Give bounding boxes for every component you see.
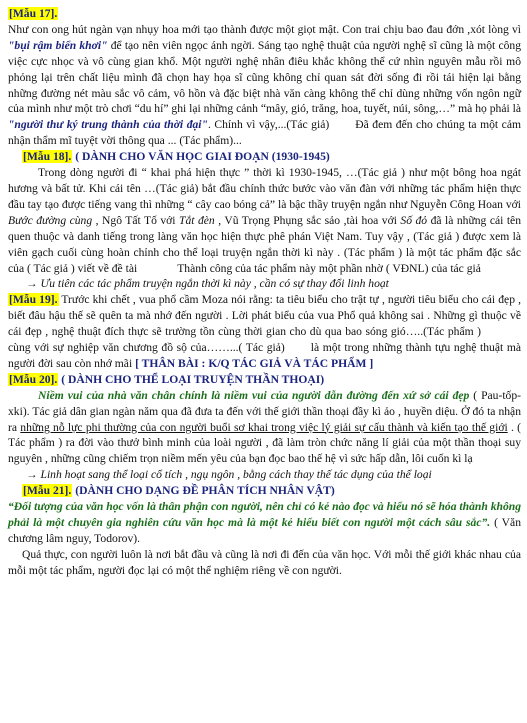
sample-18-text: Thành công của tác phẩm này một phần nhờ ( VĐNL) của tác giả xyxy=(177,261,481,275)
sample-20-text: ( Pau-tốp-xki). Tác giả dân gian ngàn năm qua đã đưa ta đến với thế giới thần thoại đầy kì ảo , huyền diệu. Ở đó ta nhận ra xyxy=(8,388,521,434)
sample-19-text: là một trong những thành tựu nghệ thuật mà người đời sau còn nhớ mãi xyxy=(8,341,521,370)
sample-18-note: → Ưu tiên các tác phẩm truyện ngắn thời kì này , cần có sự thay đổi linh hoạt xyxy=(26,277,389,291)
quote: "bụi rậm biển khơi" xyxy=(8,38,108,52)
sample-20-note: → Linh hoạt sang thể loại cổ tích , ngụ ngôn , bằng cách thay thế tác dụng của thể loại xyxy=(26,468,432,482)
work-title: Số đỏ xyxy=(400,213,428,227)
sample-18-title: ( DÀNH CHO VĂN HỌC GIAI ĐOẠN (1930-1945) xyxy=(72,150,330,164)
sample-18-tag: [Mẫu 18]. xyxy=(23,150,72,164)
sample-18 xyxy=(8,149,521,276)
sample-17-text: để tạo nên viên ngọc ánh ngời. Sáng tạo nghệ thuật của người nghệ sĩ cũng là một công việc cực nhọc và vô cùng gian khổ. Một người nghệ nhân điêu khắc không thể cứ nhìn nguyên mẫu rồi mô phỏng lại trên chất liệu mình đã chọn hay họa sĩ cũng không chỉ quan sát đời sống đi rồi tái hiện lại bằng những đường nét màu sắc vô cảm, vô hồn và đặc biệt nhà văn càng không thể chỉ dùng những vốn ngôn ngữ của mình như một trò chơi “du hí” ghi lại những cảnh “mây, gió, trăng, hoa, tuyết, núi, sông,…” mà họ phải là xyxy=(8,38,521,116)
sample-19-text: cùng với sự nghiệp văn chương đồ sộ của……...( Tác giả) xyxy=(8,341,285,355)
sample-17 xyxy=(8,6,521,149)
sample-20-text: . ( Tác phẩm ) ra đời vào thưở bình minh của loài người , đã làm tròn chức năng lí giải của một thần thoại suy nguyên , những cũng chiếm trọn niềm mến yêu của bạn đọc bao thế hệ vì sức hấp dẫn, lôi cuốn kì lạ xyxy=(8,420,522,466)
work-title: Bước đường cùng xyxy=(8,213,93,227)
quote: Niềm vui của nhà văn chân chính là niềm vui của người dẫn đường đến xứ sở cái đẹp xyxy=(38,388,470,402)
sample-18-text: đã là những cái tên quen thuộc và danh tiếng trong làng văn học hiện thực phê phán Việt Nam. Tuy vậy , xyxy=(8,213,521,243)
sample-18-text: (Tác giả ) được xem là viên gạch cuối cùng hoàn chỉnh cho thể loại truyện ngắn thời kì này . (Tác phẩm ) là một tác phẩm đặc sắc của ( Tác giả ) viết về đề tài xyxy=(8,229,522,275)
sample-18-text: , Vũ Trọng Phụng sắc sảo ,tài hoa với xyxy=(214,213,401,227)
quote: “Đối tượng của văn học vốn là thân phận con người, nên chỉ có kẻ nào đọc và hiểu nó sẽ hóa thành không phải là một chuyên gia nghiên cứu văn học mà là một kẻ hiểu biết con người một cách sâu sắc”. xyxy=(8,500,521,529)
sample-17-text: . Chính vì vậy,...(Tác giả) xyxy=(207,118,330,132)
sample-18-text: Trong dòng người đi “ khai phá hiện thực ” thời kì 1930-1945, …(Tác giả ) như một bông hoa ngát hương và bất tử. Khi cái tên …(Tác giả) bắt đầu chính thức bước vào văn đàn với những tác phẩm hiện thực đầu tay tạo được tiếng vang thì những “ cây cao bóng cả” là bậc thầy truyện ngắn như Nguyễn Công Hoan với xyxy=(8,166,521,211)
sample-21-text: Quả thực, con người luôn là nơi bắt đầu và cũng là nơi đi đến của văn học. Với mỗi thế giới khác nhau của mỗi một tác phẩm, người đọc lại có một thể nghiệm riêng về con người. xyxy=(8,547,521,577)
sample-21 xyxy=(8,483,521,578)
sample-18-text: , Ngô Tất Tố với xyxy=(92,213,179,227)
section-marker: [ THÂN BÀI : K/Q TÁC GIẢ VÀ TÁC PHẨM ] xyxy=(135,356,374,370)
sample-20-title: ( DÀNH CHO THỂ LOẠI TRUYỆN THẦN THOẠI) xyxy=(58,372,325,386)
sample-20-tag: [Mẫu 20]. xyxy=(9,372,58,386)
sample-20 xyxy=(8,372,521,467)
sample-17-text: Đã đem đến cho chúng ta một cảm nhận thẩm mĩ tuyệt vời thông qua ... (Tác phẩm)... xyxy=(8,118,521,148)
sample-21-text: ( Văn chương lâm nguy, Todorov). xyxy=(8,516,521,545)
quote: "người thư ký trung thành của thời đại" xyxy=(8,118,208,132)
document-page xyxy=(8,6,521,579)
sample-19-text: Trước khi chết , vua phổ cầm Moza nói rằng: ta tiêu biểu cho trật tự , người tiêu biểu cho cái đẹp , biết đâu hậu thế sẽ quên ta mà nhớ đến người . Lời phát biểu của vua Phổ quả không sai . Những gì thuộc về cái đẹp , nghệ thuật đích thực sẽ trường tồn cùng thời gian cho dù qua bao sóng gió…..(Tác phẩm ) xyxy=(8,293,521,339)
sample-17-text: Như con ong hút ngàn vạn nhụy hoa mới tạo thành được một giọt mật. Con trai chịu bao đau đớn ,xót lòng vì xyxy=(8,22,521,36)
sample-21-title: (DÀNH CHO DẠNG ĐỀ PHÂN TÍCH NHÂN VẬT) xyxy=(72,484,335,498)
underlined-text: những nỗ lực phi thường của con người buổi sơ khai trong việc lý giải sự cấu thành và kiến tạo thế giới xyxy=(20,420,508,434)
sample-21-tag: [Mẫu 21]. xyxy=(23,484,72,498)
work-title: Tắt đèn xyxy=(179,213,215,227)
sample-17-tag: [Mẫu 17]. xyxy=(9,7,58,20)
sample-19 xyxy=(8,292,521,372)
sample-19-tag: [Mẫu 19]. xyxy=(9,293,58,307)
